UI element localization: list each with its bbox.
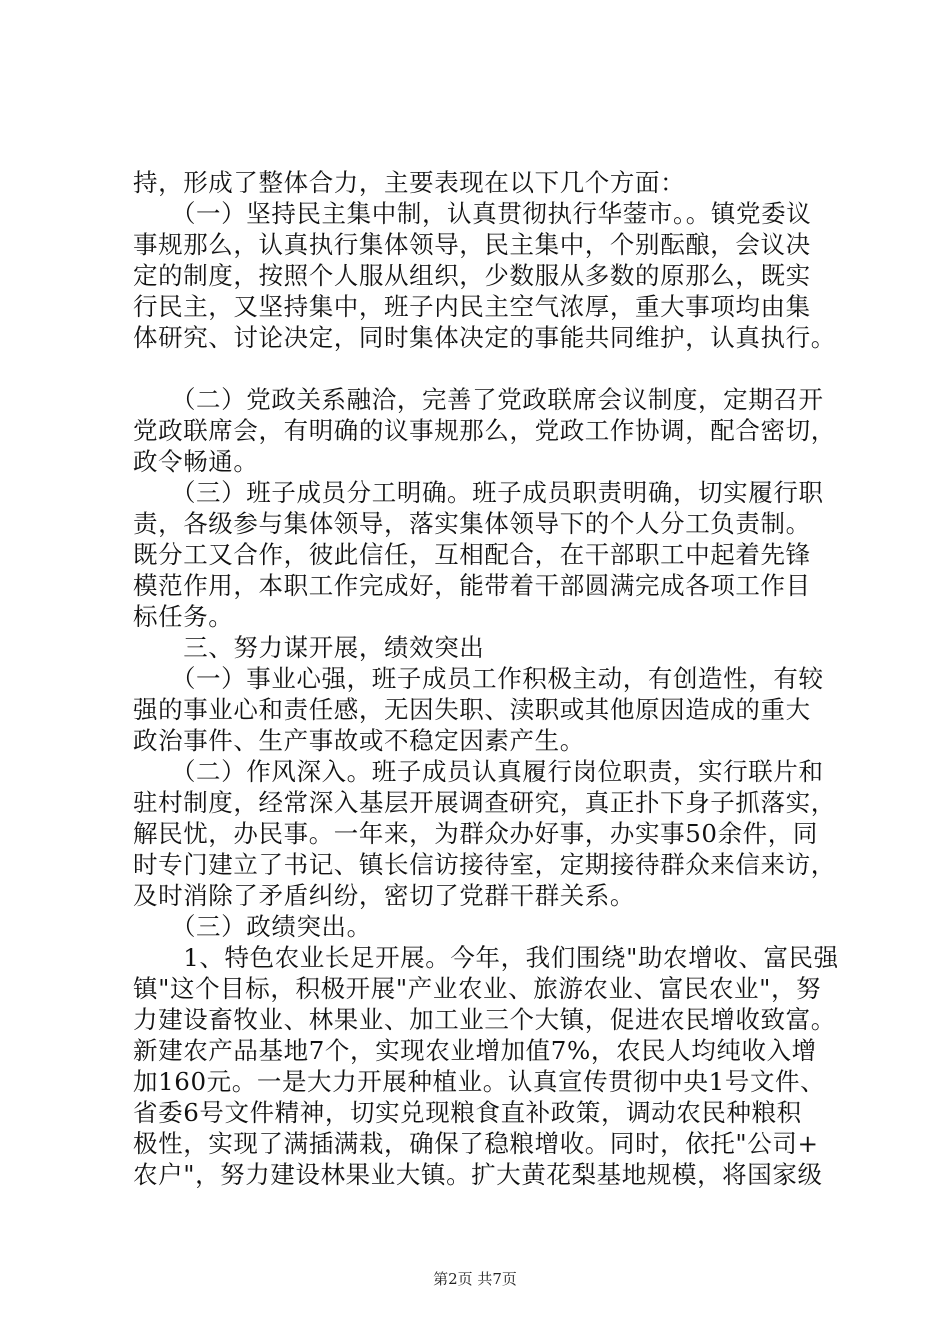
text-line: （一）事业心强，班子成员工作积极主动，有创造性，有较 [133, 664, 824, 693]
text-line: 政治事件、生产事故或不稳定因素产生。 [133, 726, 585, 755]
text-line: 极性，实现了满插满栽，确保了稳粮增收。同时，依托"公司+ [133, 1129, 819, 1158]
text-line: 事规那么，认真执行集体领导，民主集中，个别酝酿，会议决 [133, 230, 811, 259]
text-line: 镇"这个目标，积极开展"产业农业、旅游农业、富民农业"，努 [133, 974, 822, 1003]
text-line: （二）党政关系融洽，完善了党政联席会议制度，定期召开 [133, 385, 824, 414]
text-line: 新建农产品基地7个，实现农业增加值7%，农民人均纯收入增 [133, 1036, 817, 1065]
document-body [133, 167, 853, 1190]
text-line: 力建设畜牧业、林果业、加工业三个大镇，促进农民增收致富。 [133, 1005, 836, 1034]
page-footer: 第2页 共7页 [433, 1270, 517, 1288]
text-line: 行民主，又坚持集中，班子内民主空气浓厚，重大事项均由集 [133, 292, 811, 321]
text-line: 省委6号文件精神，切实兑现粮食直补政策，调动农民种粮积 [133, 1098, 802, 1127]
text-line: 及时消除了矛盾纠纷，密切了党群干群关系。 [133, 881, 635, 910]
text-line: 驻村制度，经常深入基层开展调查研究，真正扑下身子抓落实， [133, 788, 836, 817]
text-line: （三）政绩突出。 [133, 912, 372, 941]
text-line: （二）作风深入。班子成员认真履行岗位职责，实行联片和 [133, 757, 824, 786]
text-line: 党政联席会，有明确的议事规那么，党政工作协调，配合密切， [133, 416, 836, 445]
text-line: 时专门建立了书记、镇长信访接待室，定期接待群众来信来访， [133, 850, 836, 879]
text-line: （一）坚持民主集中制，认真贯彻执行华蓥市。。镇党委议 [133, 199, 812, 228]
section-heading: 三、努力谋开展，绩效突出 [133, 633, 485, 662]
text-line: 定的制度，按照个人服从组织，少数服从多数的原那么，既实 [133, 261, 811, 290]
text-line: 责，各级参与集体领导，落实集体领导下的个人分工负责制。 [133, 509, 811, 538]
text-line: 强的事业心和责任感，无因失职、渎职或其他原因造成的重大 [133, 695, 811, 724]
text-line: （三）班子成员分工明确。班子成员职责明确，切实履行职 [133, 478, 824, 507]
text-line: 加160元。一是大力开展种植业。认真宣传贯彻中央1号文件、 [133, 1067, 826, 1096]
text-line: 体研究、讨论决定，同时集体决定的事能共同维护，认真执行。 [133, 323, 836, 352]
text-line: 政令畅通。 [133, 447, 259, 476]
text-line: 模范作用，本职工作完成好，能带着干部圆满完成各项工作目 [133, 571, 811, 600]
text-line: 1、特色农业长足开展。今年，我们围绕"助农增收、富民强 [133, 943, 839, 972]
text-line: 农户"，努力建设林果业大镇。扩大黄花梨基地规模，将国家级 [133, 1160, 823, 1189]
text-line: 持，形成了整体合力，主要表现在以下几个方面： [133, 168, 686, 197]
text-line: 解民忧，办民事。一年来，为群众办好事，办实事50余件，同 [133, 819, 818, 848]
text-line: 既分工又合作，彼此信任，互相配合，在干部职工中起着先锋 [133, 540, 811, 569]
blank-line [133, 353, 853, 384]
text-line: 标任务。 [133, 602, 234, 631]
